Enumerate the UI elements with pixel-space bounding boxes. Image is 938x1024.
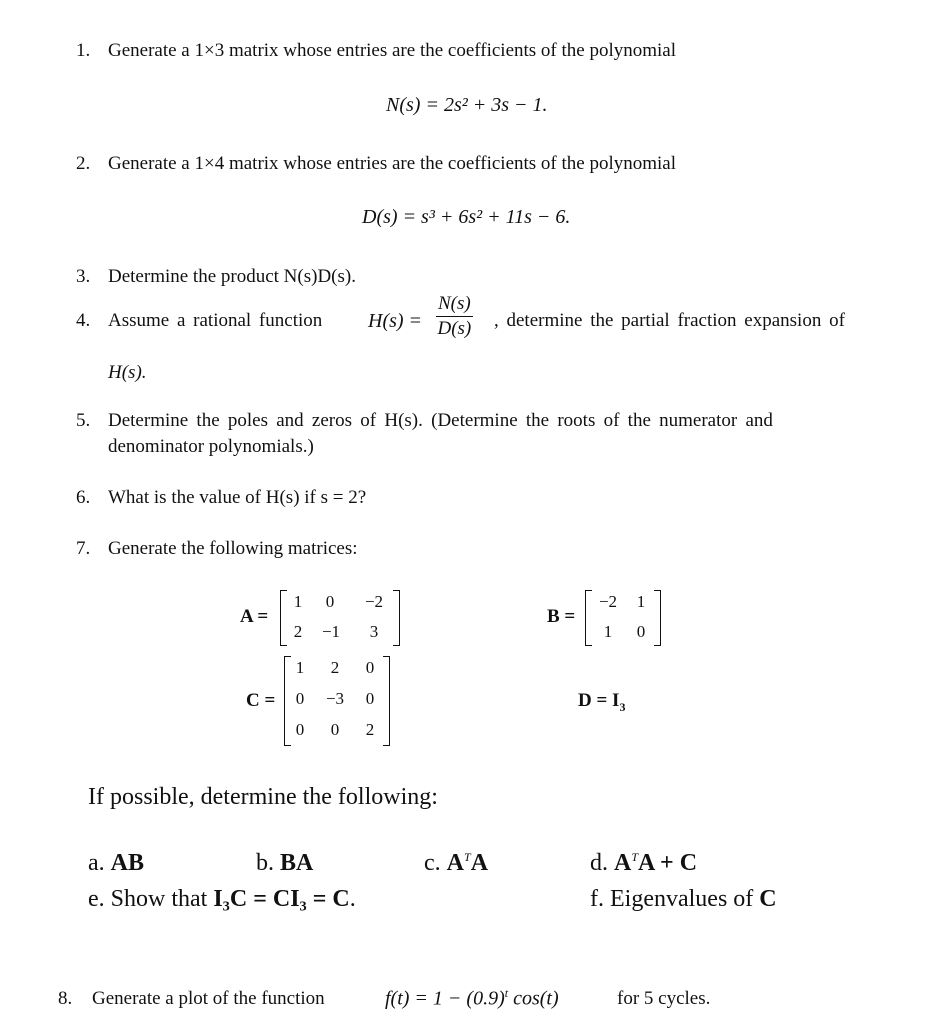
q4-post: , determine the partial fraction expansion of [494,310,845,331]
part-a-prefix: a. [88,850,105,876]
q1-eq-arg: (s) [399,94,421,116]
matrix-b-cell: 1 [603,622,613,641]
q8-func: f(t) = 1 − (0.9) [385,987,505,1010]
q4-frac-numerator: N(s) [436,293,473,317]
matrix-b-cell: −2 [598,592,618,611]
part-c-expr: A [446,850,464,876]
q1-number: 1. [76,40,91,61]
q2-eq-lhs: D [362,206,377,228]
matrix-a-cell: −2 [364,592,384,611]
q2-eq-rhs: = s³ + 6s² + 11s − 6. [402,206,571,228]
matrix-c-cell: 0 [365,658,375,677]
q6-number: 6. [76,487,91,508]
matrix-d-text: D = I [578,690,620,711]
q8-func2: cos(t) [513,987,559,1010]
q1-eq-lhs: N [386,94,400,116]
q4-line2: H(s). [108,362,147,383]
q4-pre: Assume a rational function [108,310,323,331]
q2-text: Generate a 1×4 matrix whose entries are the coefficients of the polynomial [108,153,677,174]
part-d-expr2: A + C [638,850,698,876]
q1-text: Generate a 1×3 matrix whose entries are the coefficients of the polynomial [108,40,677,61]
part-b-prefix: b. [256,850,274,876]
matrix-a-cell: 1 [293,592,303,611]
q4-number: 4. [76,310,91,331]
part-b-expr: BA [280,850,314,876]
matrix-c-cell: 2 [365,720,375,739]
q7-number: 7. [76,538,91,559]
q3-text: Determine the product N(s)D(s). [108,266,356,287]
q6-text: What is the value of H(s) if s = 2? [108,487,367,508]
part-d-expr: A [614,850,632,876]
q5-number: 5. [76,410,91,431]
q1-equation [386,94,548,117]
matrix-c-label: C = [246,690,276,711]
part-c-expr2: A [470,850,489,876]
matrix-b-cell: 0 [636,622,646,641]
part-d-sup: T [631,850,639,864]
part-c [424,850,488,877]
part-d-prefix: d. [590,850,608,876]
part-a [88,850,144,877]
matrix-d-subscript: 3 [619,699,626,714]
matrix-c-cell: 0 [295,720,305,739]
q5-line1: Determine the poles and zeros of H(s). (Determine the roots of the numerator and [108,410,773,431]
matrix-a [280,590,400,646]
q8-post: for 5 cycles. [617,988,711,1009]
part-f-prefix: f. Eigenvalues of [590,886,754,912]
matrix-a-right-bracket [393,590,400,646]
q8-number: 8. [58,988,73,1009]
matrix-c-cell: 0 [295,689,305,708]
part-f [590,886,777,913]
matrix-a-label: A = [240,606,269,627]
q3-number: 3. [76,266,91,287]
matrix-c-cell: 0 [365,689,375,708]
part-c-prefix: c. [424,850,441,876]
matrix-c [284,656,390,746]
q4-fraction [436,293,473,340]
matrix-b-right-bracket [654,590,661,646]
q2-eq-arg: (s) [376,206,398,228]
q8-sup: t [504,986,509,1000]
matrix-b-label: B = [547,606,576,627]
if-possible-heading: If possible, determine the following: [88,784,438,810]
part-e-prefix: e. Show that [88,886,208,912]
q1-eq-rhs: = 2s² + 3s − 1. [425,94,548,116]
part-c-sup: T [464,850,471,864]
part-b [256,850,313,877]
matrix-a-cell: −1 [321,622,341,641]
matrix-b [585,590,661,646]
part-e-tail: . [349,886,356,912]
matrix-b-cell: 1 [636,592,646,611]
part-e-expr: I₃C = CI₃ = C [213,886,350,912]
q5-line2: denominator polynomials.) [108,436,314,457]
q8-pre: Generate a plot of the function [92,988,325,1009]
part-e [88,886,356,913]
q4-frac-denominator: D(s) [437,318,472,339]
matrix-a-cell: 0 [325,592,335,611]
q8-function [385,986,559,1011]
q2-number: 2. [76,153,91,174]
matrix-d-label [578,690,625,715]
matrix-a-cell: 2 [293,622,303,641]
matrix-c-cell: 0 [330,720,340,739]
q7-text: Generate the following matrices: [108,538,358,559]
matrix-a-cell: 3 [369,622,379,641]
part-d [590,850,697,877]
matrix-c-right-bracket [383,656,390,746]
matrix-c-cell: 2 [330,658,340,677]
q4-h: H(s) = [368,310,423,332]
part-f-expr: C [759,886,777,912]
part-a-expr: AB [110,850,144,876]
q2-equation [362,206,570,229]
matrix-c-cell: −3 [325,689,345,708]
matrix-c-cell: 1 [295,658,305,677]
